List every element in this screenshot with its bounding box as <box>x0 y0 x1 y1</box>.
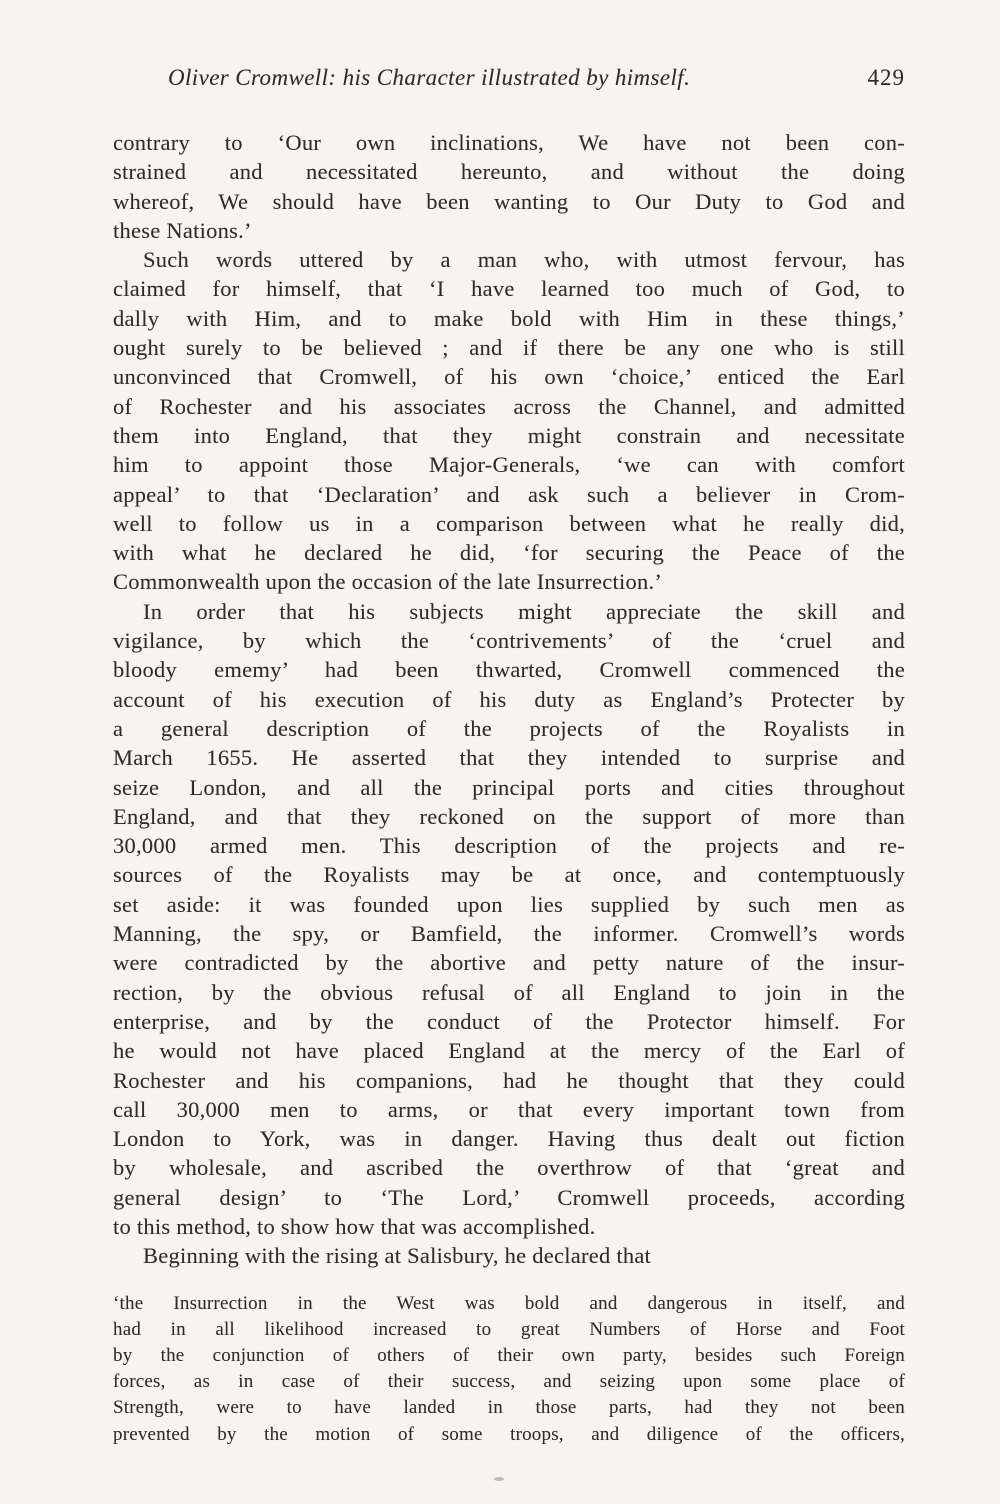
text-line: a general description of the projects of the Royalists in <box>113 715 905 741</box>
text-line: enterprise, and by the conduct of the Protector himself. For <box>113 1008 905 1034</box>
text-line: unconvinced that Cromwell, of his own ‘choice,’ enticed the Earl <box>113 364 905 390</box>
text-line: In order that his subjects might appreciate the skill and <box>143 598 905 624</box>
text-line: seize London, and all the principal ports and cities throughout <box>113 774 905 800</box>
page <box>113 64 905 1448</box>
text-line: general design’ to ‘The Lord,’ Cromwell proceeds, according <box>113 1184 905 1210</box>
text-line: call 30,000 men to arms, or that every important town from <box>113 1096 905 1122</box>
text-line: to this method, to show how that was accomplished. <box>113 1213 596 1239</box>
paragraph <box>113 128 905 245</box>
header-title: Oliver Cromwell: his Character illustrated by himself. <box>168 65 691 90</box>
text-line: Beginning with the rising at Salisbury, he declared that <box>143 1243 652 1269</box>
text-line: London to York, was in danger. Having thus dealt out fiction <box>113 1126 905 1152</box>
paragraph <box>113 597 905 1242</box>
text-line: sources of the Royalists may be at once, and contemptuously <box>113 862 905 888</box>
footnote-line: forces, as in case of their success, and seizing upon some place of <box>113 1371 905 1393</box>
footnote <box>113 1291 905 1448</box>
text-line: bloody ememy’ had been thwarted, Cromwell commenced the <box>113 657 905 683</box>
text-line: set aside: it was founded upon lies supplied by such men as <box>113 891 905 917</box>
text-line: ought surely to be believed ; and if there be any one who is still <box>113 335 905 361</box>
text-line: 30,000 armed men. This description of the projects and re- <box>113 833 905 859</box>
text-line: England, and that they reckoned on the support of more than <box>113 803 905 829</box>
text-line: he would not have placed England at the mercy of the Earl of <box>113 1038 905 1064</box>
text-line: appeal’ to that ‘Declaration’ and ask such a believer in Crom- <box>113 481 905 507</box>
text-line: strained and necessitated hereunto, and without the doing <box>113 159 905 185</box>
text-line: these Nations.’ <box>113 217 252 243</box>
text-line: account of his execution of his duty as England’s Protecter by <box>113 686 905 712</box>
text-line: Rochester and his companions, had he thought that they could <box>113 1067 905 1093</box>
paragraph <box>113 1241 905 1270</box>
text-line: them into England, that they might constrain and necessitate <box>113 422 905 448</box>
text-line: by wholesale, and ascribed the overthrow of that ‘great and <box>113 1155 905 1181</box>
footnote-line: prevented by the motion of some troops, and diligence of the officers, <box>113 1423 905 1445</box>
text-line: of Rochester and his associates across the Channel, and admitted <box>113 393 905 419</box>
text-line: Manning, the spy, or Bamfield, the informer. Cromwell’s words <box>113 921 905 947</box>
footnote-line: by the conjunction of others of their own party, besides such Foreign <box>113 1344 905 1366</box>
footnote-line: ‘the Insurrection in the West was bold and dangerous in itself, and <box>113 1292 905 1314</box>
footnote-line: Strength, were to have landed in those parts, had they not been <box>113 1397 905 1419</box>
text-line: Such words uttered by a man who, with utmost fervour, has <box>143 247 905 273</box>
text-line: claimed for himself, that ‘I have learned too much of God, to <box>113 276 905 302</box>
footnote-line: had in all likelihood increased to great Numbers of Horse and Foot <box>113 1318 905 1340</box>
text-line: with what he declared he did, ‘for securing the Peace of the <box>113 540 905 566</box>
text-line: whereof, We should have been wanting to Our Duty to God and <box>113 188 905 214</box>
text-line: vigilance, by which the ‘contrivements’ of the ‘cruel and <box>113 628 905 654</box>
text-line: dally with Him, and to make bold with Him in these things,’ <box>113 305 905 331</box>
text-line: him to appoint those Major-Generals, ‘we can with comfort <box>113 452 905 478</box>
text-line: March 1655. He asserted that they intended to surprise and <box>113 745 905 771</box>
running-header <box>113 64 905 92</box>
paragraph <box>113 245 905 597</box>
page-number: 429 <box>867 65 905 90</box>
text-line: contrary to ‘Our own inclinations, We have not been con- <box>113 130 905 155</box>
page-body <box>113 128 905 1271</box>
printers-mark <box>494 1477 504 1481</box>
text-line: rection, by the obvious refusal of all England to join in the <box>113 979 905 1005</box>
text-line: well to follow us in a comparison between what he really did, <box>113 510 905 536</box>
text-line: Commonwealth upon the occasion of the late Insurrection.’ <box>113 569 663 595</box>
text-line: were contradicted by the abortive and petty nature of the insur- <box>113 950 905 976</box>
